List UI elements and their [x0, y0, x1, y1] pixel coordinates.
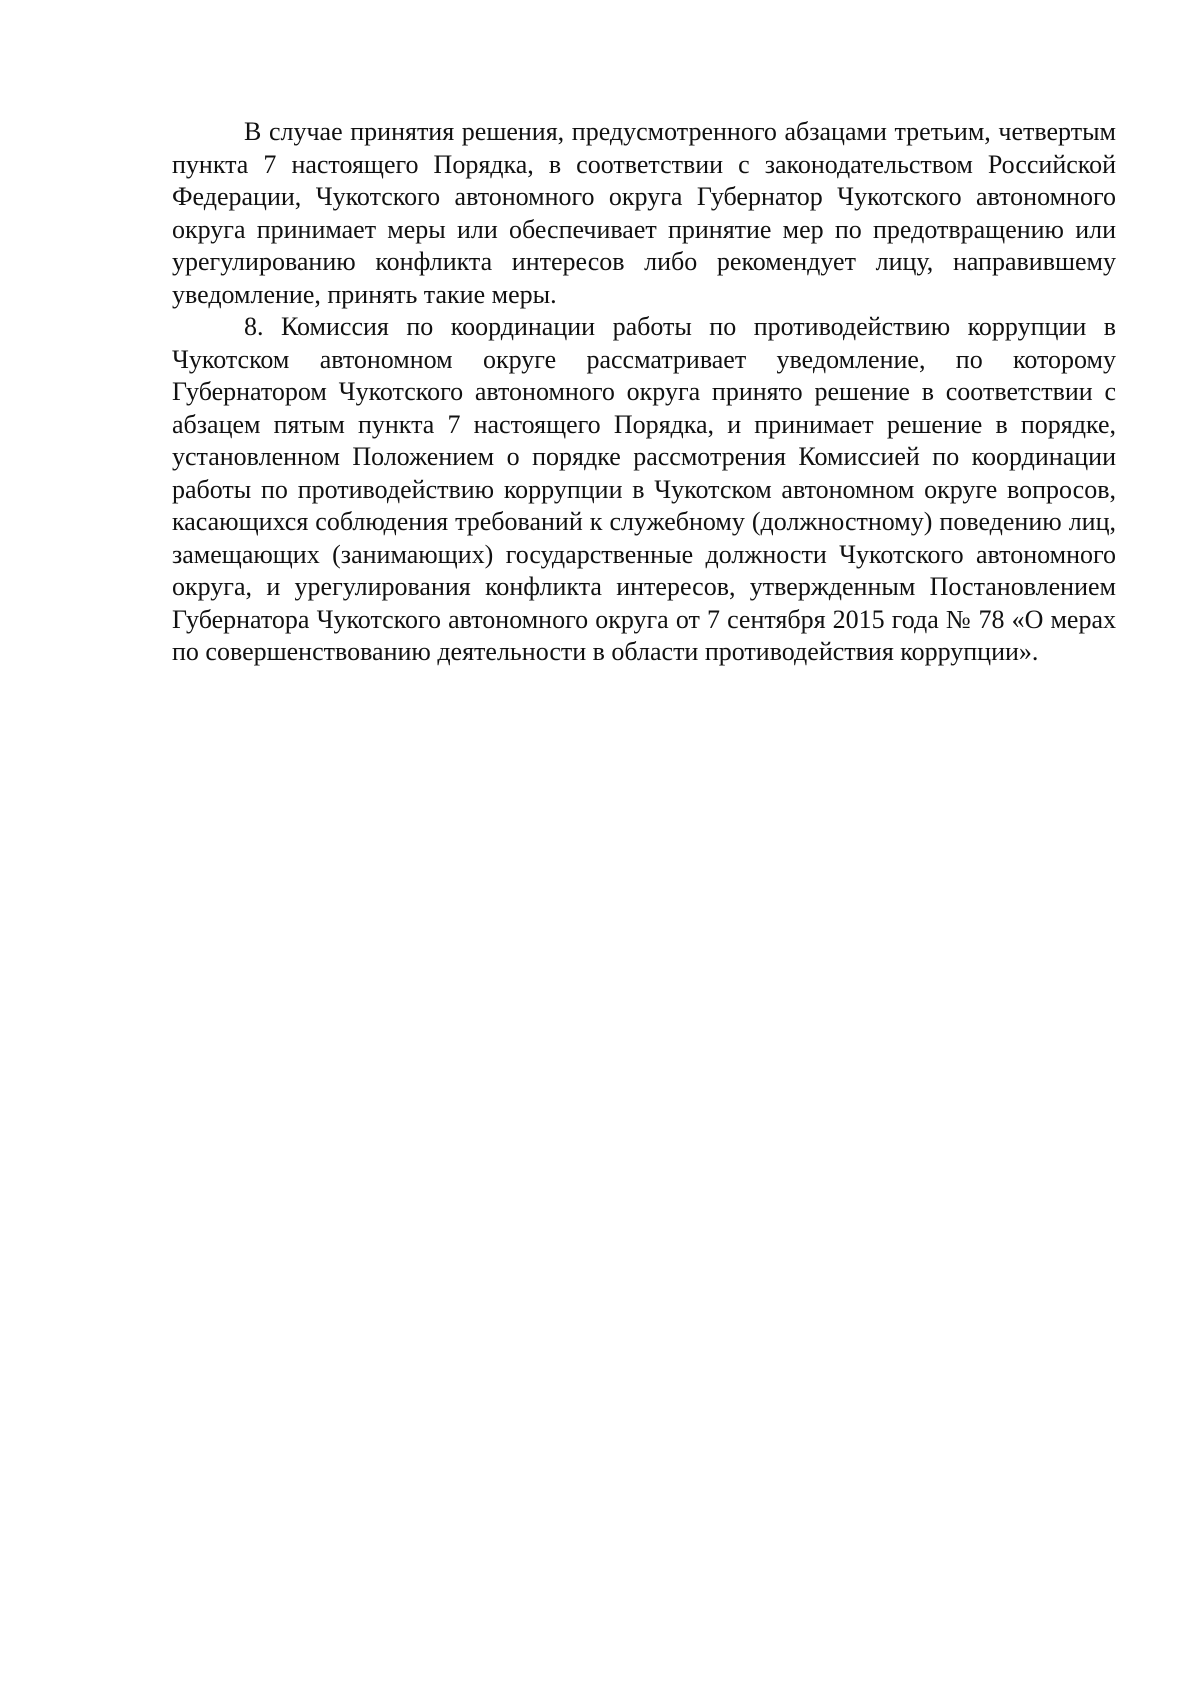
document-body [172, 116, 1116, 669]
paragraph-conflict-of-interest-measures: В случае принятия решения, предусмотренного абзацами третьим, четвертым пункта 7 настоящего Порядка, в соответствии с законодательством Российской Федерации, Чукотского автономного округа Губернатор Чукотского автономного округа принимает меры или обеспечивает принятие мер по предотвращению или урегулированию конфликта интересов либо рекомендует лицу, направившему уведомление, принять такие меры. [172, 117, 1116, 309]
paragraph-item-8-commission: 8. Комиссия по координации работы по противодействию коррупции в Чукотском автономном округе рассматривает уведомление, по которому Губернатором Чукотского автономного округа принято решение в соответствии с абзацем пятым пункта 7 настоящего Порядка, и принимает решение в порядке, установленном Положением о порядке рассмотрения Комиссией по координации работы по противодействию коррупции в Чукотском автономном округе вопросов, касающихся соблюдения требований к служебному (должностному) поведению лиц, замещающих (занимающих) государственные должности Чукотского автономного округа, и урегулирования конфликта интересов, утвержденным Постановлением Губернатора Чукотского автономного округа от 7 сентября 2015 года № 78 «О мерах по совершенствованию деятельности в области противодействия коррупции». [172, 312, 1116, 666]
